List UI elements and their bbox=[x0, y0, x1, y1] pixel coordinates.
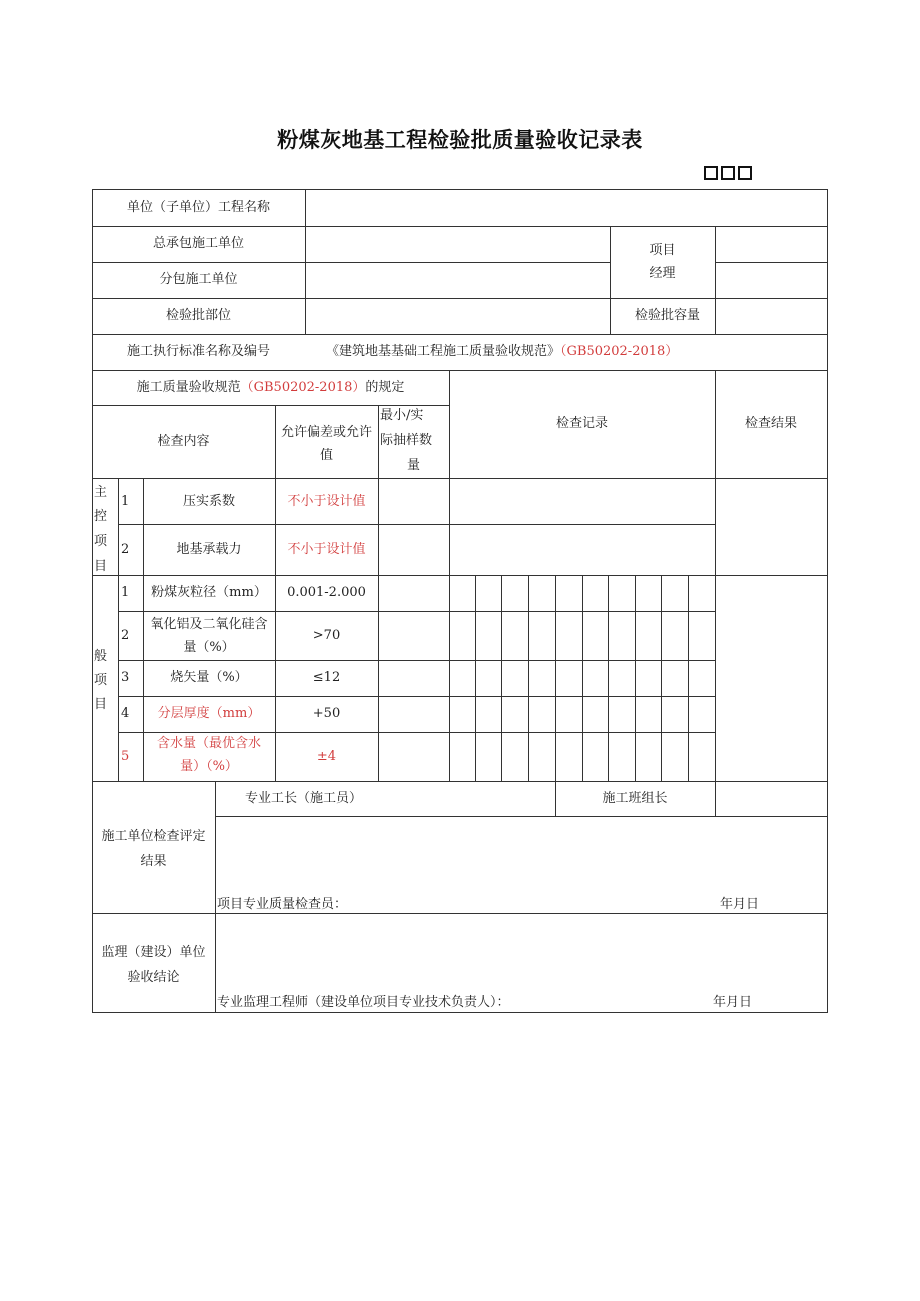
subcontractor-field[interactable] bbox=[306, 263, 609, 297]
project-manager-field[interactable] bbox=[716, 227, 826, 297]
item-allowed-value: 0.001-2.000 bbox=[287, 585, 366, 600]
supervision-date: 年月日 bbox=[713, 995, 753, 1010]
batch-capacity-field[interactable] bbox=[716, 299, 826, 333]
construction-eval-label-1: 施工单位检查评定 bbox=[101, 829, 206, 844]
project-manager-label-1: 项目 bbox=[649, 243, 676, 258]
item-name-line-2: 量（%） bbox=[183, 640, 235, 655]
allowed-header-2: 值 bbox=[319, 448, 333, 463]
contractor-field[interactable] bbox=[306, 227, 609, 261]
project-name-label: 单位（子单位）工程名称 bbox=[126, 200, 270, 215]
allowed-header-1: 允许偏差或允许 bbox=[280, 425, 372, 440]
item-allowed-value: ≤12 bbox=[312, 670, 341, 685]
sample-header-2: 际抽样数 bbox=[380, 433, 433, 448]
supervision-label-2: 验收结论 bbox=[127, 970, 180, 985]
subcontractor-label: 分包施工单位 bbox=[159, 272, 238, 287]
project-name-field[interactable] bbox=[306, 190, 826, 225]
code-box[interactable] bbox=[704, 166, 718, 180]
check-record-field[interactable] bbox=[450, 525, 714, 574]
construction-eval-label-2: 结果 bbox=[140, 854, 167, 869]
item-no: 2 bbox=[121, 628, 130, 643]
supervision-engineer-label: 专业监理工程师（建设单位项目专业技术负责人）： bbox=[217, 995, 510, 1010]
sample-header-1: 最小/实 bbox=[380, 408, 424, 423]
code-box[interactable] bbox=[721, 166, 735, 180]
construction-eval-field[interactable] bbox=[216, 817, 826, 892]
item-name: 分层厚度（mm） bbox=[157, 706, 261, 721]
check-record-field[interactable] bbox=[450, 479, 714, 523]
item-no: 1 bbox=[121, 494, 130, 509]
item-no: 2 bbox=[121, 542, 130, 557]
item-name: 烧矢量（%） bbox=[170, 670, 248, 685]
item-no: 3 bbox=[121, 670, 130, 685]
main-check-result-field[interactable] bbox=[716, 479, 826, 574]
item-name-line-2: 量）（%） bbox=[180, 759, 238, 774]
item-name-line-1: 含水量（最优含水 bbox=[156, 736, 261, 751]
inspector-label: 项目专业质量检查员： bbox=[217, 897, 348, 912]
item-allowed-value: 不小于设计值 bbox=[287, 542, 366, 557]
team-leader-label: 施工班组长 bbox=[602, 791, 668, 806]
batch-capacity-label: 检验批容量 bbox=[634, 308, 700, 323]
item-allowed-value: >70 bbox=[312, 628, 341, 643]
item-no: 4 bbox=[121, 706, 130, 721]
construction-date: 年月日 bbox=[720, 897, 760, 912]
supervision-label-1: 监理（建设）单位 bbox=[101, 945, 206, 960]
item-name-line-1: 氧化铝及二氧化硅含 bbox=[150, 617, 268, 632]
sample-count-field[interactable] bbox=[379, 525, 448, 574]
project-manager-label-2: 经理 bbox=[649, 266, 676, 281]
foreman-field[interactable] bbox=[392, 782, 554, 816]
sample-count-field[interactable] bbox=[379, 479, 448, 523]
sample-header-3: 量 bbox=[406, 458, 420, 473]
item-no: 5 bbox=[121, 749, 130, 764]
foreman-label: 专业工长（施工员） bbox=[244, 791, 362, 806]
batch-part-label: 检验批部位 bbox=[165, 308, 231, 323]
check-result-header: 检查结果 bbox=[744, 416, 797, 431]
standard-value: 《建筑地基基础工程施工质量验收规范》（GB50202-2018） bbox=[326, 344, 679, 359]
form-code-boxes bbox=[704, 166, 752, 180]
item-no: 1 bbox=[121, 585, 130, 600]
item-name: 压实系数 bbox=[182, 494, 235, 509]
form-title: 粉煤灰地基工程检验批质量验收记录表 bbox=[277, 128, 643, 152]
item-name: 粉煤灰粒径（mm） bbox=[151, 585, 267, 600]
general-check-result-field[interactable] bbox=[716, 576, 826, 780]
batch-part-field[interactable] bbox=[306, 299, 609, 333]
contractor-label: 总承包施工单位 bbox=[152, 236, 244, 251]
code-box[interactable] bbox=[738, 166, 752, 180]
check-content-header: 检查内容 bbox=[157, 434, 210, 449]
team-leader-field[interactable] bbox=[716, 782, 826, 816]
item-allowed-value: ±4 bbox=[316, 749, 337, 764]
spec-label: 施工质量验收规范（GB50202-2018）的规定 bbox=[136, 380, 405, 395]
standard-label: 施工执行标准名称及编号 bbox=[126, 344, 270, 359]
item-allowed-value: +50 bbox=[312, 706, 341, 721]
supervision-conclusion-field[interactable] bbox=[216, 914, 826, 990]
item-name: 地基承载力 bbox=[176, 542, 242, 557]
check-record-header: 检查记录 bbox=[555, 416, 608, 431]
item-allowed-value: 不小于设计值 bbox=[287, 494, 366, 509]
